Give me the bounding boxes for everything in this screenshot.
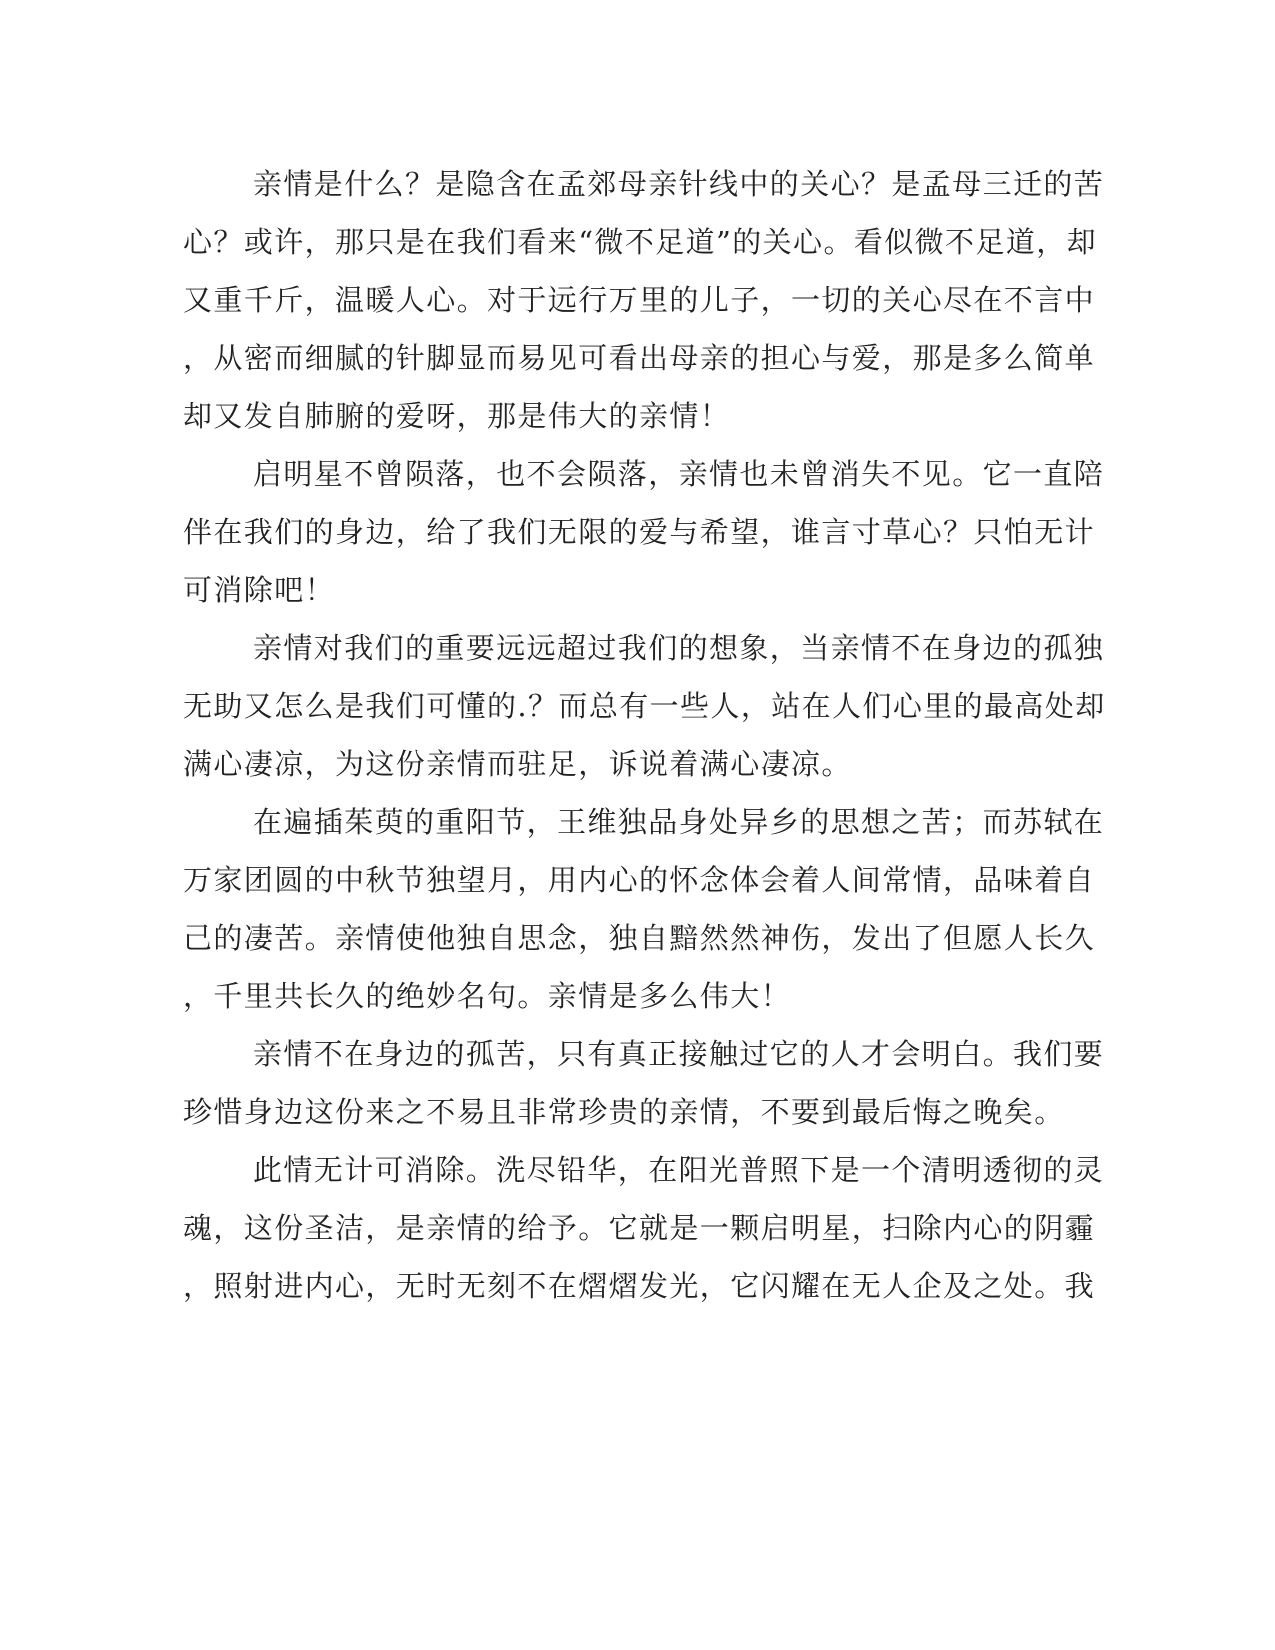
- paragraph-1-line-3: 又重千斤，温暖人心。对于远行万里的儿子，一切的关心尽在不言中: [183, 283, 1096, 317]
- paragraph-3-line-1: 亲情对我们的重要远远超过我们的想象，当亲情不在身边的孤独: [253, 631, 1105, 665]
- paragraph-1-line-4: ，从密而细腻的针脚显而易见可看出母亲的担心与爱，那是多么简单: [183, 341, 1096, 375]
- paragraph-1-line-1: 亲情是什么？是隐含在孟郊母亲针线中的关心？是孟母三迁的苦: [253, 167, 1105, 201]
- paragraph-6-line-1: 此情无计可消除。洗尽铅华，在阳光普照下是一个清明透彻的灵: [253, 1153, 1105, 1187]
- paragraph-5-line-1: 亲情不在身边的孤苦，只有真正接触过它的人才会明白。我们要: [253, 1037, 1105, 1071]
- paragraph-3-line-3: 满心凄凉，为这份亲情而驻足，诉说着满心凄凉。: [183, 747, 852, 781]
- paragraph-1-line-2: 心？或许，那只是在我们看来“微不足道”的关心。看似微不足道，却: [183, 225, 1098, 259]
- paragraph-2-line-1: 启明星不曾陨落，也不会陨落，亲情也未曾消失不见。它一直陪: [253, 457, 1105, 491]
- paragraph-3-line-2: 无助又怎么是我们可懂的.？而总有一些人，站在人们心里的最高处却: [183, 689, 1106, 723]
- paragraph-4-line-4: ，千里共长久的绝妙名句。亲情是多么伟大！: [183, 979, 792, 1013]
- paragraph-6-line-3: ，照射进内心，无时无刻不在熠熠发光，它闪耀在无人企及之处。我: [183, 1269, 1096, 1303]
- body-text: [183, 155, 1106, 1315]
- paragraph-2-line-2: 伴在我们的身边，给了我们无限的爱与希望，谁言寸草心？只怕无计: [183, 515, 1096, 549]
- paragraph-5-line-2: 珍惜身边这份来之不易且非常珍贵的亲情，不要到最后悔之晚矣。: [183, 1095, 1065, 1129]
- paragraph-4-line-3: 己的凄苦。亲情使他独自思念，独自黯然然神伤，发出了但愿人长久: [183, 921, 1096, 955]
- paragraph-6-line-2: 魂，这份圣洁，是亲情的给予。它就是一颗启明星，扫除内心的阴霾: [183, 1211, 1096, 1245]
- paragraph-4-line-1: 在遍插茱萸的重阳节，王维独品身处异乡的思想之苦；而苏轼在: [253, 805, 1105, 839]
- paragraph-4-line-2: 万家团圆的中秋节独望月，用内心的怀念体会着人间常情，品味着自: [183, 863, 1096, 897]
- paragraph-1-line-5: 却又发自肺腑的爱呀，那是伟大的亲情！: [183, 399, 731, 433]
- paragraph-2-line-3: 可消除吧！: [183, 573, 336, 607]
